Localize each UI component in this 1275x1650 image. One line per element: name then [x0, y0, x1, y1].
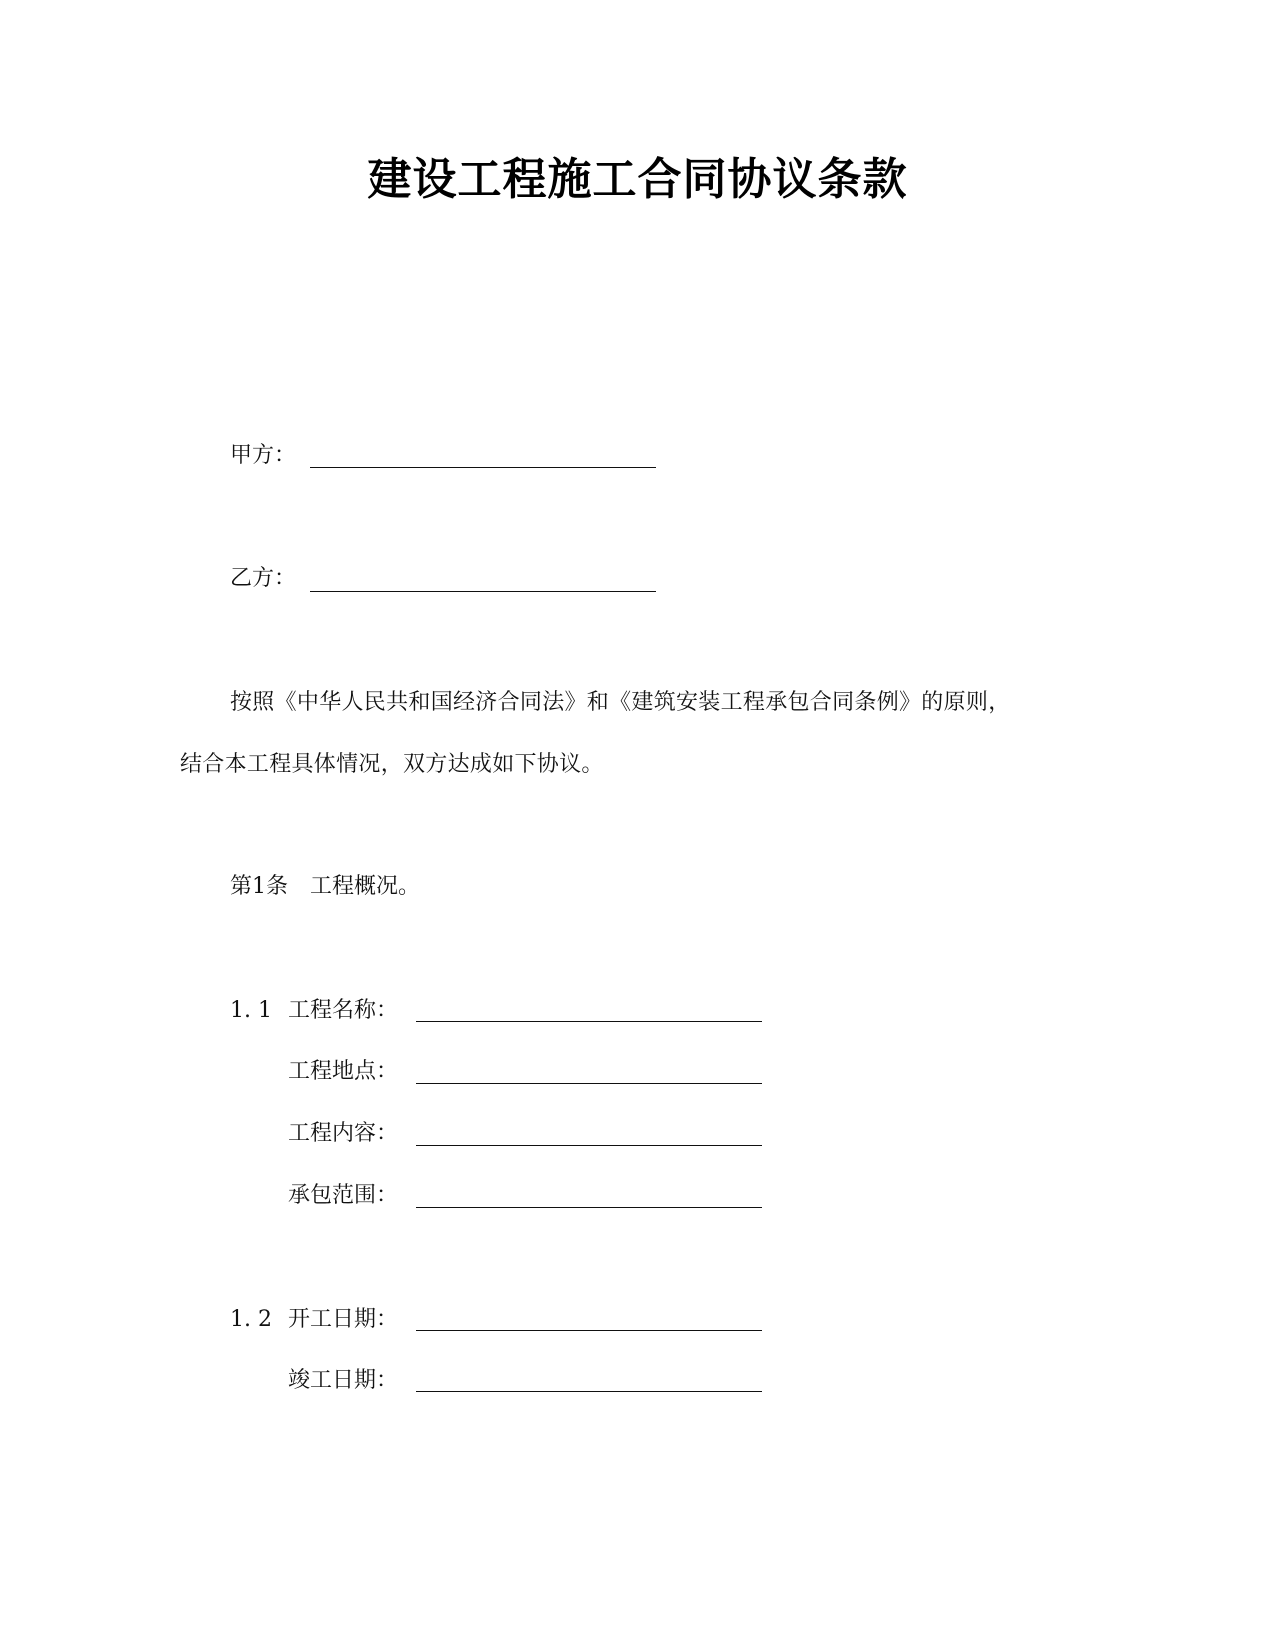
- contract-scope-blank-line: [416, 1207, 762, 1208]
- party-a-label: 甲方：: [230, 443, 297, 468]
- party-b-blank-line: [310, 591, 656, 592]
- document-title: 建设工程施工合同协议条款: [367, 154, 908, 205]
- project-location-blank-line: [416, 1083, 762, 1084]
- project-name-label: 工程名称：: [288, 998, 399, 1023]
- project-name-blank-line: [416, 1021, 762, 1022]
- party-b-label: 乙方：: [230, 566, 297, 591]
- project-location-label: 工程地点：: [288, 1059, 399, 1084]
- article-1-title: 工程概况。: [310, 874, 421, 899]
- start-date-label: 开工日期：: [288, 1307, 399, 1332]
- project-content-blank-line: [416, 1145, 762, 1146]
- section-1-2-number: 1. 2: [230, 1307, 272, 1332]
- start-date-blank-line: [416, 1330, 762, 1331]
- preamble-line-1: 按照《中华人民共和国经济合同法》和《建筑安装工程承包合同条例》的原则，: [230, 690, 1011, 715]
- article-1-heading: 第1条: [230, 874, 288, 899]
- party-a-blank-line: [310, 467, 656, 468]
- completion-date-label: 竣工日期：: [288, 1368, 399, 1393]
- project-content-label: 工程内容：: [288, 1121, 399, 1146]
- preamble-line-2: 结合本工程具体情况，双方达成如下协议。: [180, 752, 604, 777]
- completion-date-blank-line: [416, 1391, 762, 1392]
- contract-scope-label: 承包范围：: [288, 1183, 399, 1208]
- section-1-1-number: 1. 1: [230, 998, 272, 1023]
